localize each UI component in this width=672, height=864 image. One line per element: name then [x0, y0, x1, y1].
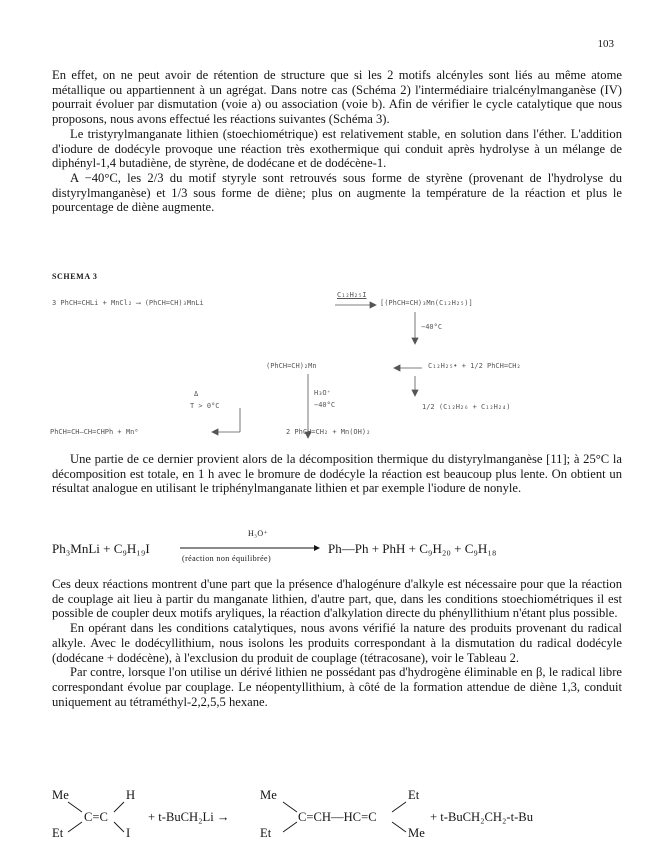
equation-coupling: [52, 527, 622, 567]
scheme-hydrolysis-temp: −40°C: [314, 401, 336, 409]
substituent-me: Me: [52, 788, 69, 802]
substituent-i: I: [126, 826, 131, 840]
substituent-me: Me: [408, 826, 425, 840]
equation-neopentyl: [52, 788, 622, 848]
text-block-bottom: [52, 577, 622, 709]
paragraph: A −40°C, les 2/3 du motif styryle sont retrouvés sous forme de styrène (provenant de l'hydrolyse du distyrylmanganèse) et 1/3 sous forme de diène; plus on augmente la température de la réaction et plus le pourcentage de diène augmente.: [52, 170, 622, 215]
substituent-et: Et: [408, 788, 420, 802]
paragraph: Par contre, lorsque l'on utilise un dérivé lithien ne possédant pas d'hydrogène éliminable en β, le radical libre correspondant évolue par couplage. Le néopentyllithium, à côté de la formation attendue de diène 1,3, conduit uniquement au tétraméthyl-2,2,5,5 hexane.: [52, 665, 622, 709]
page-number: 103: [597, 38, 614, 50]
paragraph: Une partie de ce dernier provient alors de la décomposition thermique du distyrylmanganèse [11]; à 25°C la décomposition est totale, en 1 h avec le bromure de dodécyle la réaction est beaucoup plus lente. On obtient un résultat analogue en utilisant le triphénylmanganate lithien et par exemple l'iodure de nonyle.: [52, 452, 622, 496]
scheme-label: SCHEMA 3: [52, 272, 98, 281]
equation-reactants: Ph₃MnLi + C₉H₁₉I: [52, 541, 150, 556]
equation-note: (réaction non équilibrée): [182, 554, 272, 563]
paragraph: En effet, on ne peut avoir de rétention de structure que si les 2 motifs alcényles sont liés au même atome métallique ou appartiennent à un agrégat. Dans notre cas (Schéma 2) l'intermédiaire trialcénylmanganèse (IV) pourrait évoluer par dismutation (voie a) ou association (voie b). Afin de vérifier le cycle catalytique que nous proposons, nous avons effectué les réactions suivantes (Schéma 3).: [52, 68, 622, 127]
substituent-h: H: [126, 788, 136, 802]
reagent-neopentyllithium: + t-BuCH₂Li →: [148, 810, 230, 824]
scheme-diene-product: PhCH=CH—CH=CHPh + Mn⁰: [50, 428, 139, 436]
scheme-dismutation-products: 1/2 (C₁₂H₂₆ + C₁₂H₂₄): [422, 403, 511, 411]
scheme-reactants: 3 PhCH=CHLi + MnCl₂ ⟶ (PhCH=CH)₃MnLi: [52, 299, 204, 307]
scheme-temp-label: −40°C: [421, 323, 443, 331]
substituent-et: Et: [52, 826, 64, 840]
text-block-mid: [52, 452, 622, 496]
text-block-top: [52, 68, 622, 215]
paragraph: Ces deux réactions montrent d'une part que la présence d'halogénure d'alkyle est nécessaire pour que la réaction de couplage ait lieu à partir du manganate lithien, d'autre part, que, dans les conditions stoechiométriques il est possible de coupler deux motifs aryliques, la réaction d'alkylation directe du phényllithium n'étant plus possible.: [52, 577, 622, 621]
scheme-distyryl: (PhCH=CH)₂Mn: [266, 362, 317, 370]
scheme-radical: C₁₂H₂₅• + 1/2 PhCH=CH₂: [428, 362, 521, 370]
scheme-hydrolysis-reagent: H₃O⁺: [314, 389, 331, 397]
substituent-me: Me: [260, 788, 277, 802]
scheme-arrow-label: C₁₂H₂₅I: [337, 291, 367, 299]
substituent-et: Et: [260, 826, 272, 840]
diene-core: C=CH—HC=C: [298, 810, 377, 824]
paragraph: En opérant dans les conditions catalytiques, nous avons vérifié la nature des produits provenant du radical alkyle. Avec le dodécyllithium, nous isolons les produits correspondant à la dismutation du radical dodécyle (dodécane + dodécène), à l'exclusion du produit de couplage (tétracosane), voir le Tableau 2.: [52, 621, 622, 665]
equation-reagent: H₃O⁺: [248, 529, 269, 538]
reaction-scheme: [40, 282, 640, 442]
scheme-heat-symbol: Δ: [194, 390, 199, 398]
scheme-heat-temp: T > 0°C: [190, 402, 220, 410]
scheme-styrene-product: 2 PhCH=CH₂ + Mn(OH)₂: [286, 428, 371, 436]
paragraph: Le tristyrylmanganate lithien (stoechiométrique) est relativement stable, en solution dans l'éther. L'addition d'iodure de dodécyle provoque une réaction très exothermique qui conduit après hydrolyse à un mélange de diphényl-1,4 butadiène, de styrène, de dodécane et de dodécène-1.: [52, 126, 622, 171]
equation-products: Ph—Ph + PhH + C₉H₂₀ + C₉H₁₈: [328, 541, 497, 556]
byproduct-coupling: + t-BuCH₂CH₂-t-Bu: [430, 810, 533, 824]
vinyl-core: C=C: [84, 810, 108, 824]
scheme-intermediate: [(PhCH=CH)₃Mn(C₁₂H₂₅)]: [380, 299, 473, 307]
